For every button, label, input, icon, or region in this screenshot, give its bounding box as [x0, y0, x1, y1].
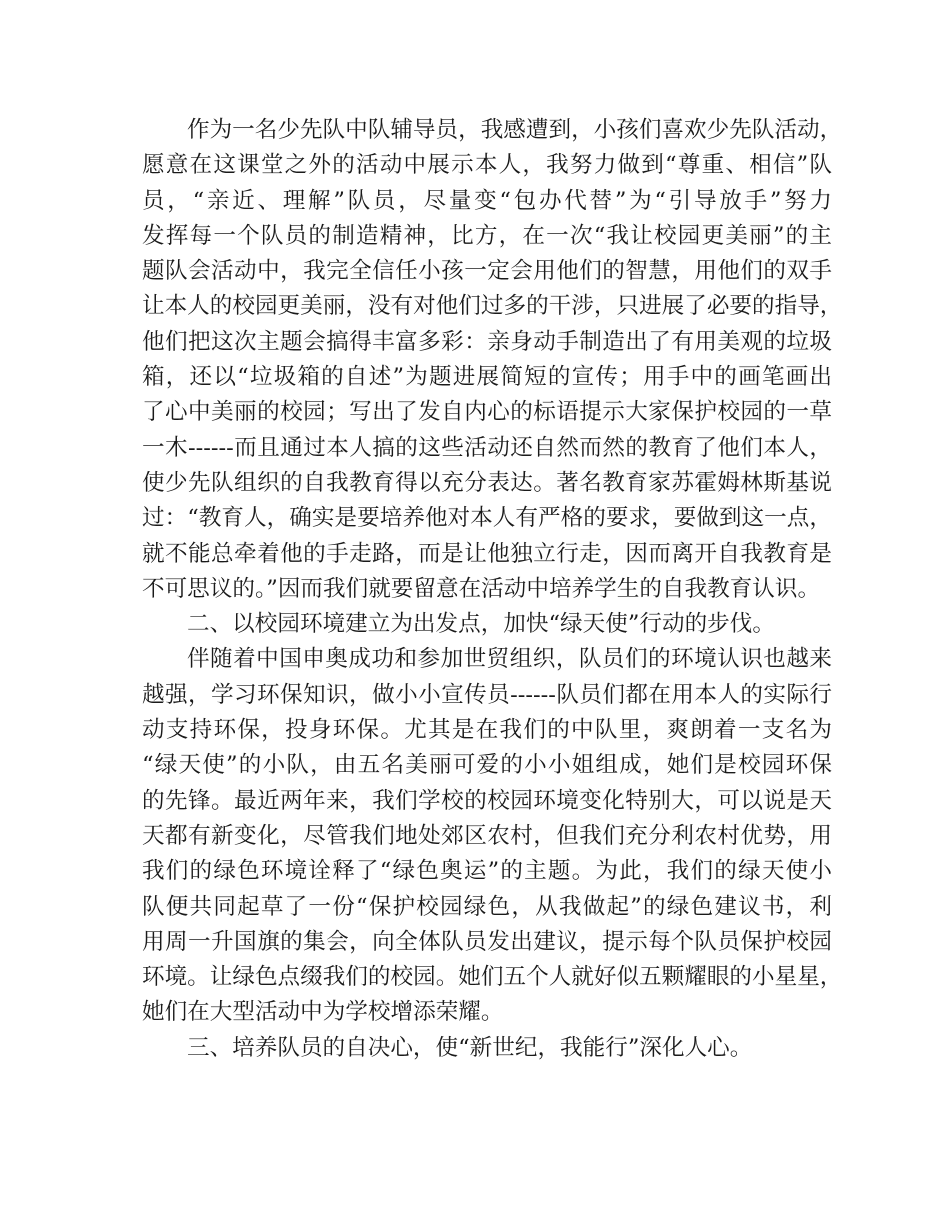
text-line: 愿意在这课堂之外的活动中展示本人，我努力做到“尊重、相信”队 — [142, 152, 832, 179]
section-heading-self-confidence — [142, 1031, 832, 1066]
text-line: 箱，还以“垃圾箱的自述”为题进展简短的宣传；用手中的画笔画出 — [142, 364, 832, 391]
text-line: 题队会活动中，我完全信任小孩一定会用他们的智慧，用他们的双手 — [142, 258, 832, 285]
text-line: 的先锋。最近两年来，我们学校的校园环境变化特别大，可以说是天 — [142, 787, 832, 814]
text-line: 发挥每一个队员的制造精神，比方，在一次“我让校园更美丽”的主 — [142, 222, 832, 249]
text-line: 环境。让绿色点缀我们的校园。她们五个人就好似五颗耀眼的小星星， — [142, 964, 843, 991]
text-line: 我们的绿色环境诠释了“绿色奥运”的主题。为此，我们的绿天使小 — [142, 858, 832, 885]
text-line: 队便共同起草了一份“保护校园绿色，从我做起”的绿色建议书，利 — [142, 893, 832, 920]
text-line: 不可思议的。”因而我们就要留意在活动中培养学生的自我教育认识。 — [142, 575, 821, 602]
text-line: 他们把这次主题会搞得丰富多彩：亲身动手制造出了有用美观的垃圾 — [142, 328, 832, 355]
text-line: 一木------而且通过本人搞的这些活动还自然而然的教育了他们本人， — [142, 434, 832, 461]
text-line: 员，“亲近、理解”队员，尽量变“包办代替”为“引导放手”努力 — [142, 187, 832, 214]
document-body — [142, 113, 843, 1066]
text-line: 过：“教育人，确实是要培养他对本人有严格的要求，要做到这一点， — [142, 505, 832, 532]
text-line: 越强，学习环保知识，做小小宣传员------队员们都在用本人的实际行 — [142, 681, 832, 708]
section-heading: 三、培养队员的自决心，使“新世纪，我能行”深化人心。 — [187, 1034, 753, 1061]
paragraph-green-angel-team — [142, 642, 843, 1030]
text-line: 用周一升国旗的集会，向全体队员发出建议，提示每个队员保护校园 — [142, 928, 832, 955]
text-line: 了心中美丽的校园；写出了发自内心的标语提示大家保护校园的一草 — [142, 399, 832, 426]
text-line: “绿天使”的小队，由五名美丽可爱的小小姐组成，她们是校园环保 — [142, 752, 832, 779]
text-line: 就不能总牵着他的手走路，而是让他独立行走，因而离开自我教育是 — [142, 540, 832, 567]
text-line: 动支持环保，投身环保。尤其是在我们的中队里，爽朗着一支名为 — [142, 717, 832, 744]
paragraph-counselor-activities — [142, 113, 843, 607]
text-line: 伴随着中国申奥成功和参加世贸组织，队员们的环境认识也越来 — [187, 646, 832, 673]
text-line: 天都有新变化，尽管我们地处郊区农村，但我们充分利农村优势，用 — [142, 822, 832, 849]
section-heading-green-angel — [142, 607, 832, 642]
text-line: 她们在大型活动中为学校增添荣耀。 — [142, 999, 504, 1026]
text-line: 使少先队组织的自我教育得以充分表达。著名教育家苏霍姆林斯基说 — [142, 469, 832, 496]
text-line: 让本人的校园更美丽，没有对他们过多的干涉，只进展了必要的指导， — [142, 293, 843, 320]
section-heading: 二、以校园环境建立为出发点，加快“绿天使”行动的步伐。 — [187, 611, 775, 638]
text-line: 作为一名少先队中队辅导员，我感遭到，小孩们喜欢少先队活动， — [187, 117, 843, 143]
